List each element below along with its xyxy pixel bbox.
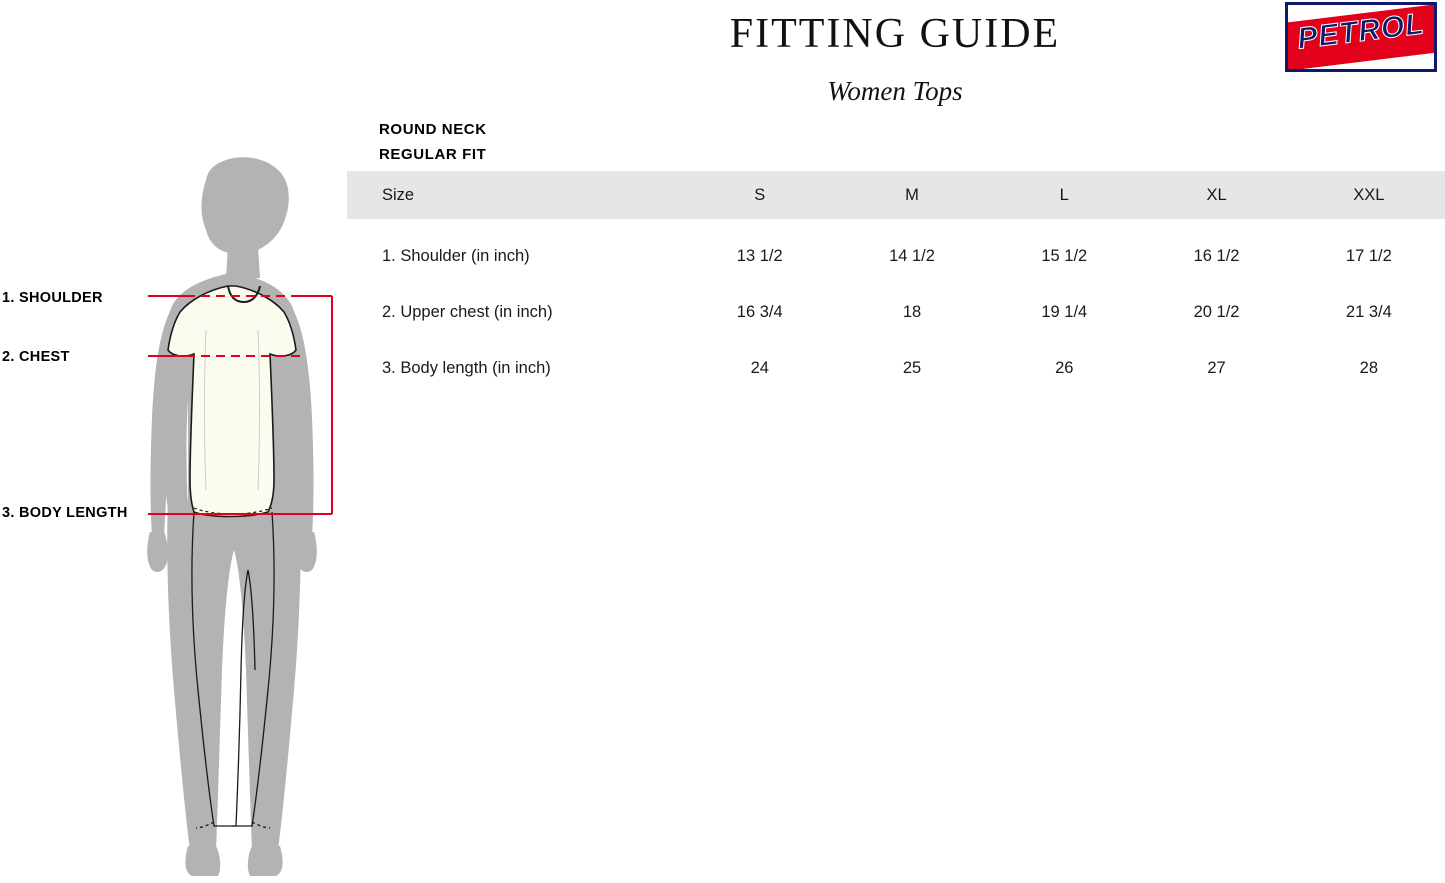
column-header-xl: XL [1140,171,1292,219]
table-row [347,219,1445,284]
table-body [347,219,1445,396]
fit-regular: REGULAR FIT [379,146,487,163]
page-subtitle: Women Tops [827,76,963,106]
column-header-l: L [988,171,1140,219]
cell-s: 24 [750,358,769,377]
label-chest: 2. CHEST [2,349,70,365]
row-label: 3. Body length (in inch) [382,358,551,377]
page-title: FITTING GUIDE [729,11,1061,57]
logo-text: PETROL [1295,7,1427,56]
column-header-size: Size [347,171,684,219]
table-header-row [347,171,1445,219]
cell-m: 25 [902,358,922,377]
cell-xl: 16 1/2 [1193,246,1240,265]
cell-s: 16 3/4 [736,302,783,321]
cell-xl: 27 [1207,358,1226,377]
size-chart-table [347,171,1445,396]
table-row [347,340,1445,396]
cell-s: 13 1/2 [736,246,783,265]
cell-xxl: 21 3/4 [1345,302,1392,321]
cell-m: 18 [902,302,922,321]
column-header-xxl: XXL [1293,171,1445,219]
fit-description [379,117,487,167]
cell-xxl: 17 1/2 [1345,246,1392,265]
cell-l: 26 [1055,358,1074,377]
cell-xxl: 28 [1359,358,1379,377]
cell-m: 14 1/2 [889,246,935,265]
row-label: 1. Shoulder (in inch) [382,246,530,265]
label-shoulder: 1. SHOULDER [2,290,103,306]
brand-logo [1285,2,1437,72]
column-header-s: S [684,171,836,219]
label-body-length: 3. BODY LENGTH [2,505,128,521]
cell-l: 19 1/4 [1041,302,1088,321]
table-header [347,171,1445,219]
measurement-diagram [0,150,347,878]
cell-xl: 20 1/2 [1193,302,1240,321]
cell-l: 15 1/2 [1041,246,1088,265]
column-header-m: M [836,171,988,219]
fit-neck: ROUND NECK [379,121,487,138]
row-label: 2. Upper chest (in inch) [382,302,553,321]
table-row [347,284,1445,340]
